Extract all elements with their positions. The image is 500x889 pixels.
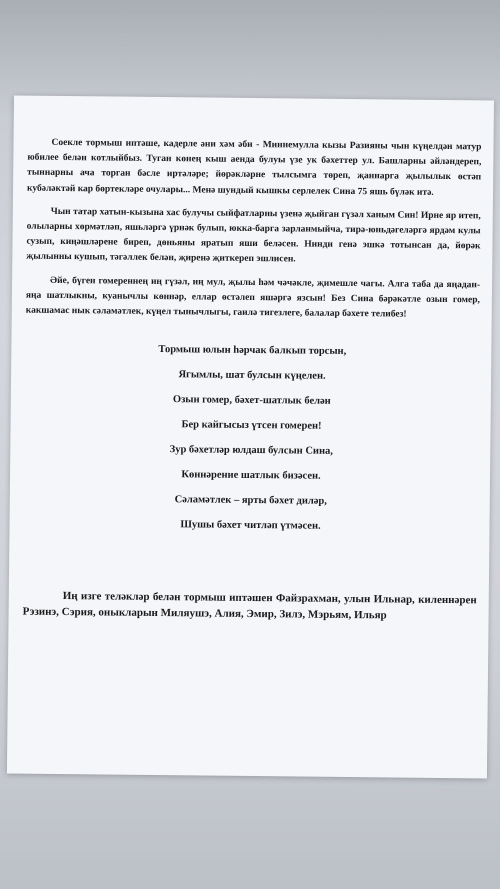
poem-line: Зур бәхетләр юлдаш булсын Сина, [169,444,333,458]
wishes-paragraph: Әйе, бүген гомереннең иң гүзәл, иң мул, җылы һәм чәчәкле, җимешле чагы. Алга таба да яңадан-яңа шатлыкны, куанычлы көннәр, еллар өстәлеп яшәргә язсын! Без Сина бәрәкәтле озын гомер, какшамас нык сәламәтлек, күңел тынычлыгы, гаилә тигезлеге, балалар бәхете телибез! [25,275,481,320]
praise-paragraph: Чын татар хатын-кызына хас булучы сыйфатларны үзенә җыйган гүзәл ханым Син! Ирне яр итеп, олыларны хөрмәтләп, яшьләргә үрнәк булып, юкка-барга зарланмыйча, тирә-юньдәгеләргә ярдәм кулы сузып, киңәшләрене биреп, дөньяны яратып яши беләсен. Нинди генә эшкә тотынсан да, йөрәк җылынны кушып, тәгәллек белән, җиренә җиткереп эшлисен. [26,206,481,265]
signature-paragraph: Иң изге теләкләр белән тормыш иптәшен Файзрахман, улын Ильнар, киленнәрен Рэзинэ, Сэрия, оныкларын Миляушэ, Алия, Эмир, Зилэ, Мэрьям, Ильяр [22,590,477,622]
poem-line: Озын гомер, бәхет-шатлык белән [172,394,331,408]
poem-line: Бер кайгысыз үтсен гомерен! [181,419,322,432]
greeting-paragraph: Соекле тормыш иптәше, кадерле әни хәм әби - Миннемулла кызы Разияны чын күңелдән матур юбилее белән котлыйбыз. Туган көнең кыш аенда булуы үзе ук бәхеттер ул. Башларны әйләндереп, тыннарны ача торган бәсле иртәләре; йөрәкләрне тылсымга төреп, җаннарга җылылык өстәп кубәләктәй кар бөртекләре очулары... Менә шундый кышкы серлелек Сина 75 яшь бүләк итә. [26,137,482,198]
poem-line: Көннәрение шатлык бизәсен. [181,469,321,482]
poem-line: Шушы бәхет читләп үтмәсен. [180,519,321,532]
poem [23,343,479,535]
letter-sheet [7,95,494,778]
poem-line: Сәламәтлек – ярты бәхет диләр, [174,494,327,508]
poem-line: Ягымлы, шат булсын күңелен. [178,369,326,382]
poem-line: Тормыш юлын һәрчак балкып торсын, [158,344,347,358]
